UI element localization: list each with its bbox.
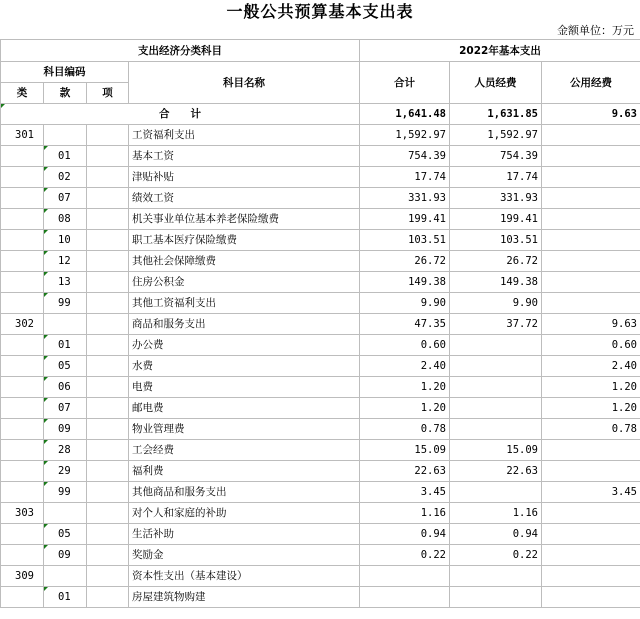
amount-public: 0.60 xyxy=(542,335,640,356)
lei-code xyxy=(1,461,44,482)
table-row xyxy=(1,440,640,461)
item-name: 物业管理费 xyxy=(129,419,360,440)
lei-code xyxy=(1,188,44,209)
amount-total: 9.90 xyxy=(360,293,450,314)
header-lei: 类 xyxy=(1,83,44,104)
unit-label: 金额单位：万元 xyxy=(557,24,634,37)
total-row xyxy=(1,104,640,125)
table-row xyxy=(1,230,640,251)
header-code-group: 科目编码 xyxy=(1,62,129,83)
lei-code xyxy=(1,545,44,566)
lei-code xyxy=(1,377,44,398)
item-name: 其他社会保障缴费 xyxy=(129,251,360,272)
amount-personnel: 199.41 xyxy=(450,209,542,230)
xiang-code xyxy=(87,566,129,587)
xiang-code xyxy=(87,125,129,146)
lei-code xyxy=(1,251,44,272)
amount-personnel xyxy=(450,482,542,503)
amount-total: 15.09 xyxy=(360,440,450,461)
amount-total: 331.93 xyxy=(360,188,450,209)
item-name: 住房公积金 xyxy=(129,272,360,293)
lei-code xyxy=(1,335,44,356)
lei-code xyxy=(1,146,44,167)
total-label: 合 计 xyxy=(1,104,360,125)
xiang-code xyxy=(87,209,129,230)
amount-personnel xyxy=(450,377,542,398)
kuan-code: 01 xyxy=(44,146,87,167)
amount-public: 1.20 xyxy=(542,377,640,398)
amount-personnel xyxy=(450,398,542,419)
item-name: 奖励金 xyxy=(129,545,360,566)
xiang-code xyxy=(87,251,129,272)
item-name: 福利费 xyxy=(129,461,360,482)
kuan-code: 01 xyxy=(44,587,87,608)
amount-public xyxy=(542,503,640,524)
amount-personnel xyxy=(450,356,542,377)
kuan-code: 13 xyxy=(44,272,87,293)
amount-total: 0.60 xyxy=(360,335,450,356)
kuan-code: 09 xyxy=(44,419,87,440)
item-name: 机关事业单位基本养老保险缴费 xyxy=(129,209,360,230)
amount-total: 149.38 xyxy=(360,272,450,293)
amount-personnel: 1.16 xyxy=(450,503,542,524)
kuan-code xyxy=(44,125,87,146)
lei-code xyxy=(1,482,44,503)
amount-personnel: 37.72 xyxy=(450,314,542,335)
header-personnel: 人员经费 xyxy=(450,62,542,104)
table-row xyxy=(1,503,640,524)
total-personnel: 1,631.85 xyxy=(450,104,542,125)
kuan-code: 02 xyxy=(44,167,87,188)
item-name: 其他商品和服务支出 xyxy=(129,482,360,503)
item-name: 资本性支出（基本建设） xyxy=(129,566,360,587)
xiang-code xyxy=(87,230,129,251)
amount-personnel: 15.09 xyxy=(450,440,542,461)
amount-personnel xyxy=(450,335,542,356)
amount-public: 1.20 xyxy=(542,398,640,419)
amount-personnel: 26.72 xyxy=(450,251,542,272)
kuan-code: 08 xyxy=(44,209,87,230)
amount-personnel: 754.39 xyxy=(450,146,542,167)
xiang-code xyxy=(87,482,129,503)
amount-public xyxy=(542,440,640,461)
table-row xyxy=(1,419,640,440)
table-row xyxy=(1,125,640,146)
amount-personnel xyxy=(450,566,542,587)
kuan-code: 07 xyxy=(44,398,87,419)
expenditure-table xyxy=(0,39,640,608)
amount-personnel xyxy=(450,419,542,440)
xiang-code xyxy=(87,587,129,608)
table-row xyxy=(1,167,640,188)
amount-total: 103.51 xyxy=(360,230,450,251)
lei-code: 309 xyxy=(1,566,44,587)
kuan-code: 12 xyxy=(44,251,87,272)
item-name: 对个人和家庭的补助 xyxy=(129,503,360,524)
item-name: 商品和服务支出 xyxy=(129,314,360,335)
amount-total: 26.72 xyxy=(360,251,450,272)
kuan-code: 10 xyxy=(44,230,87,251)
kuan-code xyxy=(44,314,87,335)
kuan-code: 07 xyxy=(44,188,87,209)
lei-code xyxy=(1,230,44,251)
table-row xyxy=(1,398,640,419)
amount-personnel: 0.22 xyxy=(450,545,542,566)
lei-code xyxy=(1,293,44,314)
item-name: 职工基本医疗保险缴费 xyxy=(129,230,360,251)
page-title: 一般公共预算基本支出表 xyxy=(226,2,414,21)
amount-total: 0.78 xyxy=(360,419,450,440)
amount-public xyxy=(542,230,640,251)
amount-personnel: 22.63 xyxy=(450,461,542,482)
amount-public xyxy=(542,125,640,146)
amount-personnel: 149.38 xyxy=(450,272,542,293)
amount-public xyxy=(542,587,640,608)
table-row xyxy=(1,188,640,209)
xiang-code xyxy=(87,419,129,440)
header-kuan: 款 xyxy=(44,83,87,104)
amount-public xyxy=(542,566,640,587)
table-row xyxy=(1,482,640,503)
amount-public xyxy=(542,461,640,482)
lei-code xyxy=(1,398,44,419)
table-row xyxy=(1,251,640,272)
header-name: 科目名称 xyxy=(129,62,360,104)
amount-public: 2.40 xyxy=(542,356,640,377)
amount-public: 9.63 xyxy=(542,314,640,335)
amount-public: 0.78 xyxy=(542,419,640,440)
amount-total: 47.35 xyxy=(360,314,450,335)
item-name: 电费 xyxy=(129,377,360,398)
lei-code xyxy=(1,419,44,440)
amount-public xyxy=(542,146,640,167)
kuan-code: 09 xyxy=(44,545,87,566)
amount-public xyxy=(542,167,640,188)
amount-total: 22.63 xyxy=(360,461,450,482)
xiang-code xyxy=(87,167,129,188)
lei-code: 301 xyxy=(1,125,44,146)
item-name: 其他工资福利支出 xyxy=(129,293,360,314)
item-name: 绩效工资 xyxy=(129,188,360,209)
kuan-code: 01 xyxy=(44,335,87,356)
item-name: 邮电费 xyxy=(129,398,360,419)
amount-total: 17.74 xyxy=(360,167,450,188)
item-name: 房屋建筑物购建 xyxy=(129,587,360,608)
amount-public xyxy=(542,188,640,209)
xiang-code xyxy=(87,146,129,167)
header-econ-class: 支出经济分类科目 xyxy=(1,40,360,62)
amount-total: 1.20 xyxy=(360,398,450,419)
amount-public xyxy=(542,524,640,545)
header-public: 公用经费 xyxy=(542,62,640,104)
kuan-code xyxy=(44,503,87,524)
table-row xyxy=(1,566,640,587)
header-total: 合计 xyxy=(360,62,450,104)
kuan-code xyxy=(44,566,87,587)
table-row xyxy=(1,146,640,167)
amount-total: 199.41 xyxy=(360,209,450,230)
item-name: 工资福利支出 xyxy=(129,125,360,146)
amount-total: 1,592.97 xyxy=(360,125,450,146)
item-name: 津贴补贴 xyxy=(129,167,360,188)
header-year-total: 2022年基本支出 xyxy=(360,40,640,62)
lei-code xyxy=(1,167,44,188)
amount-public: 3.45 xyxy=(542,482,640,503)
kuan-code: 06 xyxy=(44,377,87,398)
xiang-code xyxy=(87,440,129,461)
table-row xyxy=(1,377,640,398)
lei-code xyxy=(1,356,44,377)
table-row xyxy=(1,272,640,293)
table-row xyxy=(1,293,640,314)
kuan-code: 05 xyxy=(44,524,87,545)
kuan-code: 99 xyxy=(44,482,87,503)
amount-public xyxy=(542,293,640,314)
lei-code: 303 xyxy=(1,503,44,524)
total-public: 9.63 xyxy=(542,104,640,125)
xiang-code xyxy=(87,377,129,398)
kuan-code: 28 xyxy=(44,440,87,461)
amount-public xyxy=(542,251,640,272)
item-name: 基本工资 xyxy=(129,146,360,167)
amount-personnel: 331.93 xyxy=(450,188,542,209)
xiang-code xyxy=(87,188,129,209)
amount-total: 0.94 xyxy=(360,524,450,545)
xiang-code xyxy=(87,398,129,419)
amount-total: 2.40 xyxy=(360,356,450,377)
table-row xyxy=(1,335,640,356)
xiang-code xyxy=(87,503,129,524)
amount-total: 1.20 xyxy=(360,377,450,398)
amount-total: 1.16 xyxy=(360,503,450,524)
kuan-code: 99 xyxy=(44,293,87,314)
lei-code xyxy=(1,272,44,293)
lei-code xyxy=(1,587,44,608)
amount-public xyxy=(542,209,640,230)
item-name: 办公费 xyxy=(129,335,360,356)
table-row xyxy=(1,356,640,377)
xiang-code xyxy=(87,545,129,566)
kuan-code: 05 xyxy=(44,356,87,377)
kuan-code: 29 xyxy=(44,461,87,482)
xiang-code xyxy=(87,314,129,335)
amount-total: 754.39 xyxy=(360,146,450,167)
table-row xyxy=(1,524,640,545)
item-name: 工会经费 xyxy=(129,440,360,461)
table-row xyxy=(1,461,640,482)
xiang-code xyxy=(87,293,129,314)
xiang-code xyxy=(87,335,129,356)
amount-total xyxy=(360,587,450,608)
amount-personnel: 17.74 xyxy=(450,167,542,188)
xiang-code xyxy=(87,272,129,293)
xiang-code xyxy=(87,356,129,377)
table-row xyxy=(1,209,640,230)
amount-total: 3.45 xyxy=(360,482,450,503)
lei-code: 302 xyxy=(1,314,44,335)
table-row xyxy=(1,314,640,335)
amount-personnel: 1,592.97 xyxy=(450,125,542,146)
amount-personnel: 0.94 xyxy=(450,524,542,545)
xiang-code xyxy=(87,524,129,545)
xiang-code xyxy=(87,461,129,482)
amount-personnel: 9.90 xyxy=(450,293,542,314)
lei-code xyxy=(1,524,44,545)
amount-personnel xyxy=(450,587,542,608)
total-amount: 1,641.48 xyxy=(360,104,450,125)
amount-total xyxy=(360,566,450,587)
table-row xyxy=(1,587,640,608)
lei-code xyxy=(1,209,44,230)
table-row xyxy=(1,545,640,566)
amount-public xyxy=(542,272,640,293)
item-name: 水费 xyxy=(129,356,360,377)
header-xiang: 项 xyxy=(87,83,129,104)
amount-total: 0.22 xyxy=(360,545,450,566)
amount-public xyxy=(542,545,640,566)
amount-personnel: 103.51 xyxy=(450,230,542,251)
lei-code xyxy=(1,440,44,461)
item-name: 生活补助 xyxy=(129,524,360,545)
